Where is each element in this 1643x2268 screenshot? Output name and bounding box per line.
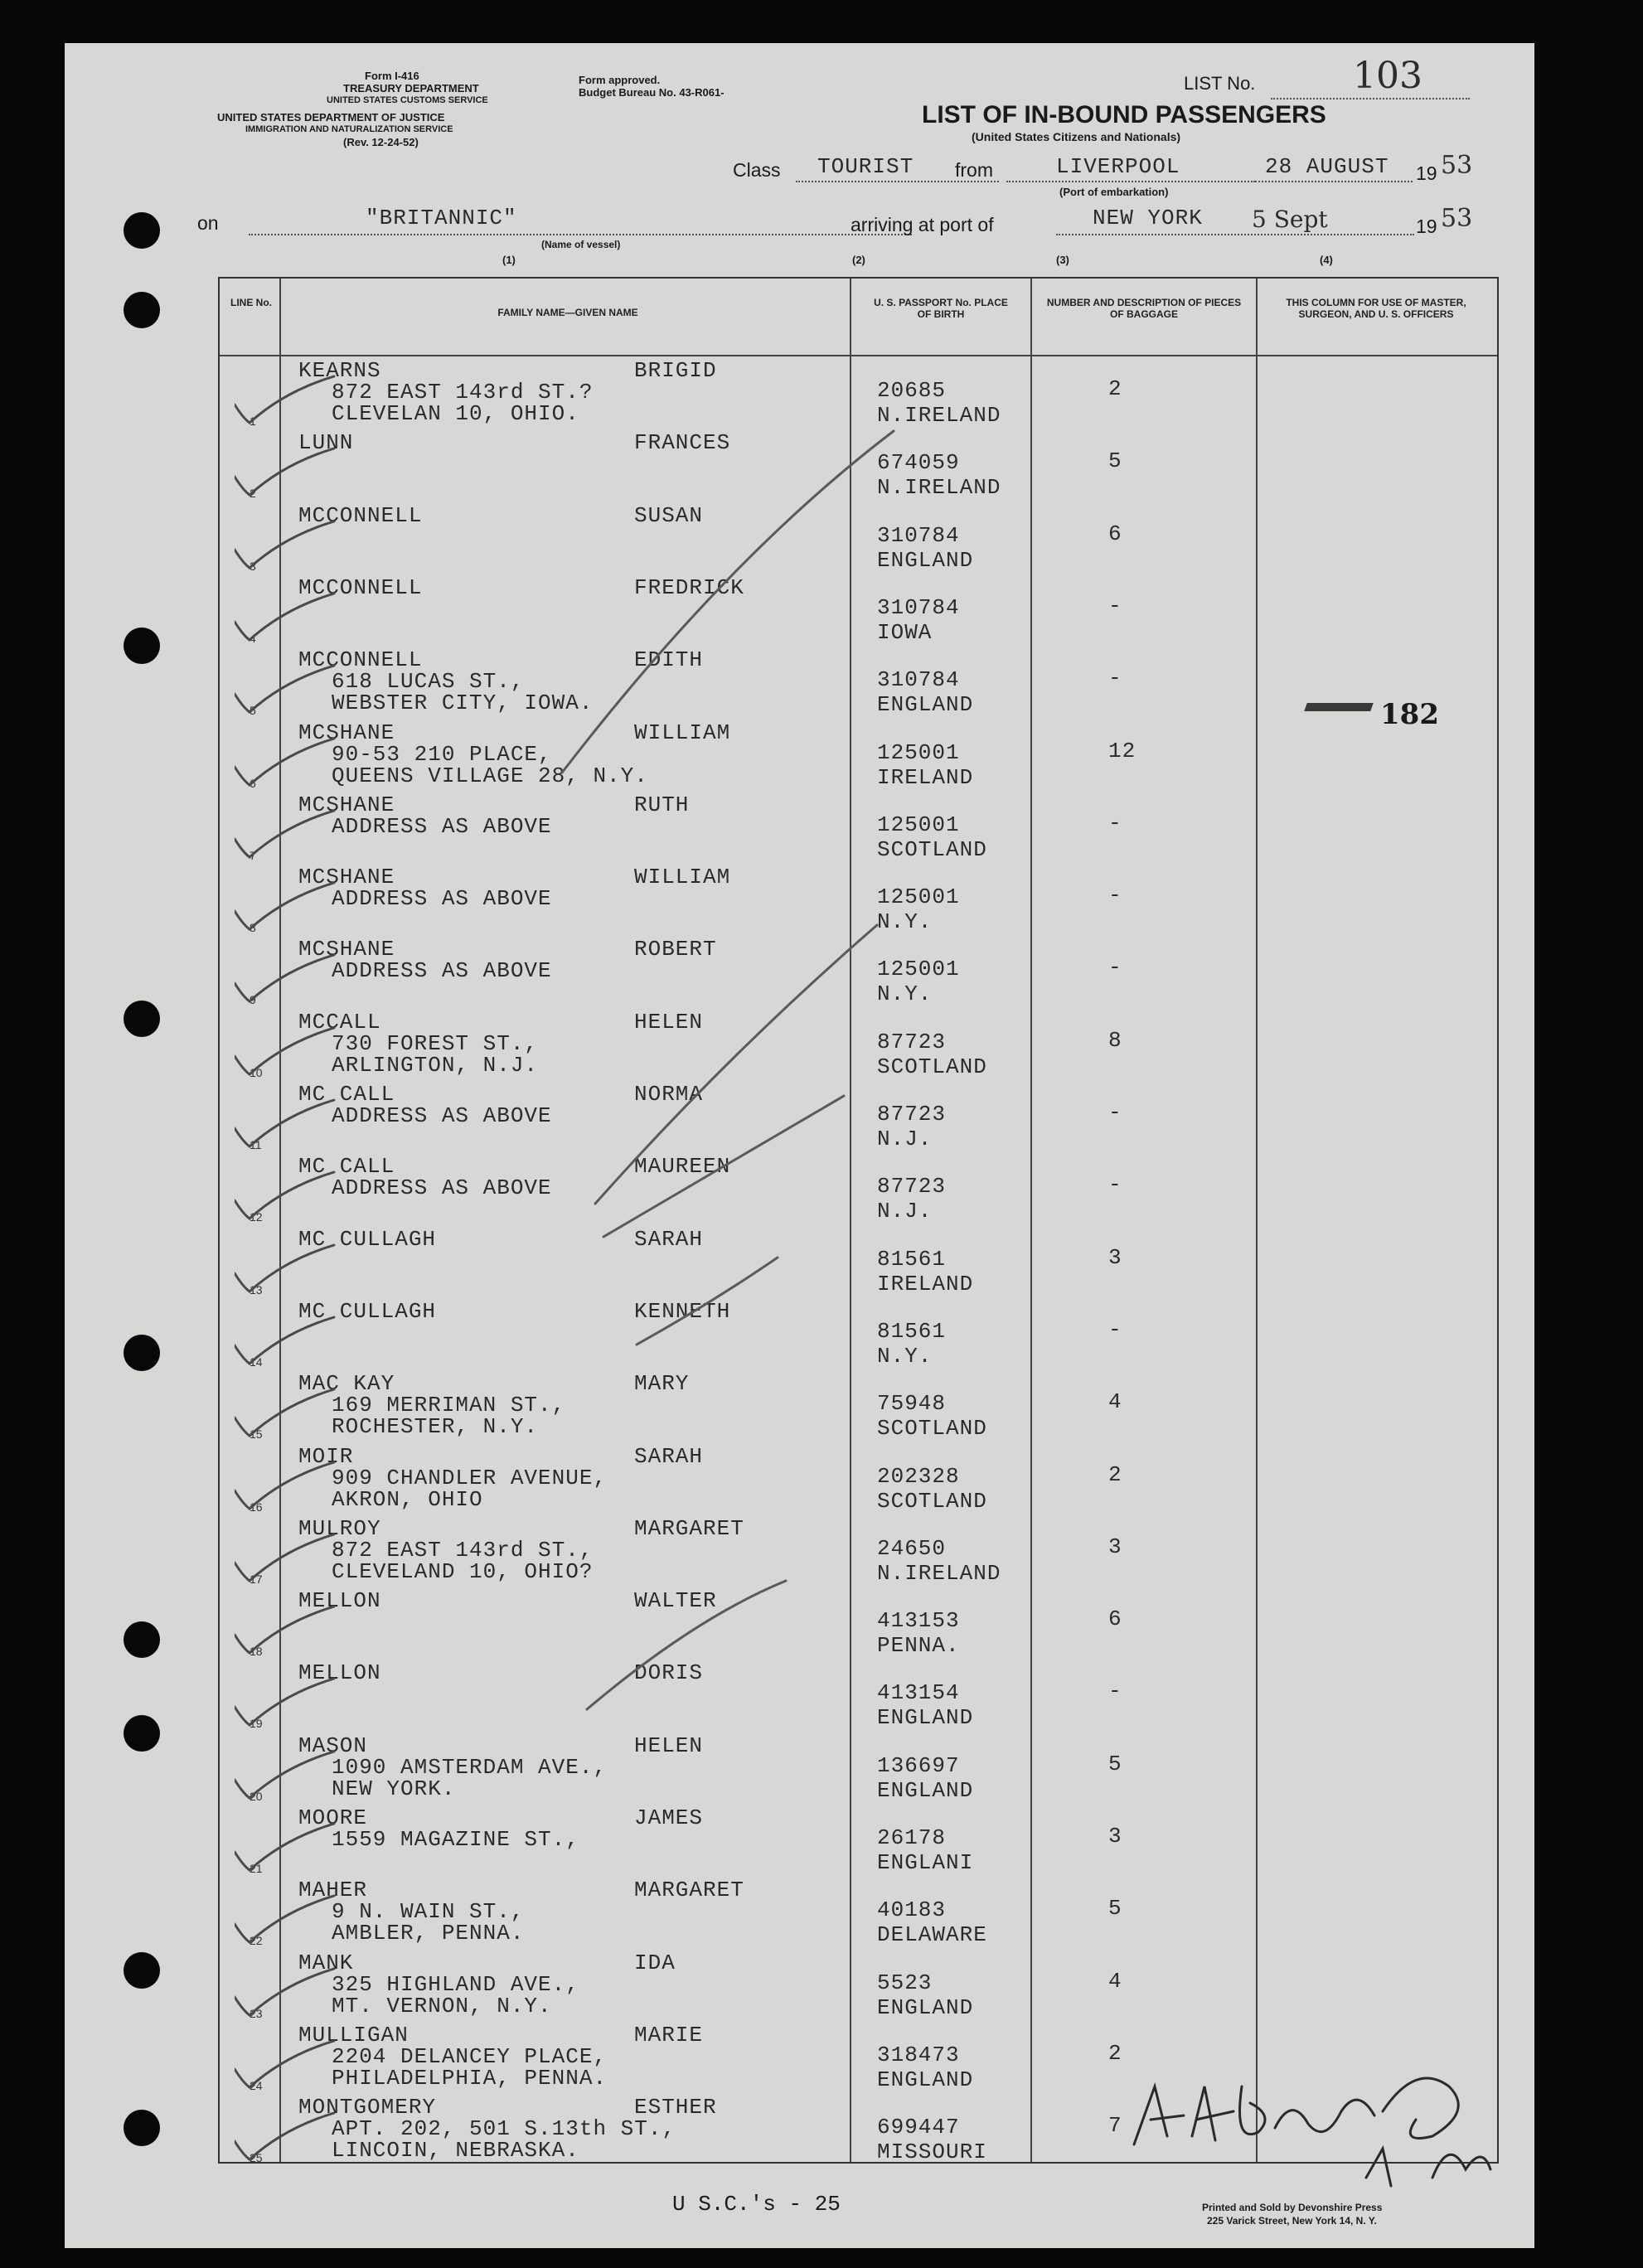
line-number: 17 xyxy=(250,1572,263,1586)
place-of-birth: ENGLAND xyxy=(877,692,974,718)
line-number: 22 xyxy=(250,1934,263,1948)
place-of-birth: ENGLANI xyxy=(877,1850,974,1875)
family-name: MCSHANE xyxy=(298,792,395,817)
address-line-1: 325 HIGHLAND AVE., xyxy=(332,1971,579,1997)
family-name: MULROY xyxy=(298,1515,381,1541)
given-name: MARIE xyxy=(634,2022,704,2048)
line-number: 12 xyxy=(250,1210,263,1224)
col-header-line: LINE No. xyxy=(230,297,272,308)
passport-number: 699447 xyxy=(877,2115,960,2140)
customs-service: UNITED STATES CUSTOMS SERVICE xyxy=(327,95,488,105)
place-of-birth: SCOTLAND xyxy=(877,1488,987,1514)
line-number: 13 xyxy=(250,1282,263,1296)
address-line-1: ADDRESS AS ABOVE xyxy=(332,1103,552,1128)
passport-number: 40183 xyxy=(877,1897,947,1923)
place-of-birth: ENGLAND xyxy=(877,1705,974,1731)
given-name: ROBERT xyxy=(634,937,717,962)
passport-number: 125001 xyxy=(877,739,960,765)
line-number: 8 xyxy=(250,921,256,935)
passport-number: 413154 xyxy=(877,1680,960,1706)
column-marker-2: (2) xyxy=(852,254,865,266)
given-name: JAMES xyxy=(634,1805,704,1830)
place-of-birth: N.Y. xyxy=(877,1343,933,1369)
baggage-count: 12 xyxy=(1108,738,1137,763)
baggage-count: 2 xyxy=(1108,376,1122,401)
line-number: 20 xyxy=(250,1789,263,1803)
place-of-birth: IOWA xyxy=(877,619,933,645)
line-number: 2 xyxy=(250,487,256,501)
family-name: MONTGOMERY xyxy=(298,2095,437,2120)
vessel-caption: (Name of vessel) xyxy=(541,239,621,250)
address-line-1: 872 EAST 143rd ST., xyxy=(332,1537,594,1563)
family-name: MOORE xyxy=(298,1805,368,1830)
line-number: 11 xyxy=(250,1138,262,1151)
baggage-count: - xyxy=(1108,1172,1122,1198)
passport-number: 413153 xyxy=(877,1608,960,1634)
address-line-2: AMBLER, PENNA. xyxy=(332,1921,525,1946)
address-line-1: 169 MERRIMAN ST., xyxy=(332,1393,566,1418)
place-of-birth: N.Y. xyxy=(877,909,933,935)
baggage-count: 2 xyxy=(1108,1461,1122,1487)
class-label: Class xyxy=(733,159,781,181)
address-line-1: ADDRESS AS ABOVE xyxy=(332,886,552,912)
col-header-name: FAMILY NAME—GIVEN NAME xyxy=(497,307,638,318)
family-name: MAC KAY xyxy=(298,1371,395,1397)
address-line-1: 1090 AMSTERDAM AVE., xyxy=(332,1754,608,1780)
address-line-1: 618 LUCAS ST., xyxy=(332,669,525,695)
family-name: MASON xyxy=(298,1732,368,1758)
list-no-label: LIST No. xyxy=(1184,73,1256,94)
passport-number: 5523 xyxy=(877,1970,933,1995)
place-of-birth: MISSOURI xyxy=(877,2140,987,2165)
baggage-count: 5 xyxy=(1108,1896,1122,1922)
passport-number: 125001 xyxy=(877,957,960,982)
line-number: 25 xyxy=(250,2151,263,2165)
line-number: 1 xyxy=(250,414,256,428)
passport-number: 75948 xyxy=(877,1391,947,1417)
officer-signature xyxy=(1117,2037,1499,2203)
line-number: 24 xyxy=(250,2078,263,2092)
year-value: 53 xyxy=(1441,151,1473,180)
line-number: 10 xyxy=(250,1065,263,1079)
address-line-1: APT. 202, 501 S.13th ST., xyxy=(332,2116,676,2142)
address-line-2: ARLINGTON, N.J. xyxy=(332,1052,539,1078)
baggage-count: 2 xyxy=(1108,2040,1122,2066)
family-name: MC CULLAGH xyxy=(298,1298,437,1324)
baggage-count: - xyxy=(1108,883,1122,909)
address-line-2: NEW YORK. xyxy=(332,1776,456,1801)
given-name: KENNETH xyxy=(634,1298,731,1324)
line-number: 14 xyxy=(250,1354,263,1369)
passport-number: 87723 xyxy=(877,1174,947,1199)
family-name: MCCONNELL xyxy=(298,502,423,528)
baggage-count: - xyxy=(1108,1316,1122,1342)
family-name: MC CALL xyxy=(298,1082,395,1107)
address-line-2: MT. VERNON, N.Y. xyxy=(332,1993,552,2018)
column-marker-3: (3) xyxy=(1056,254,1069,266)
given-name: BRIGID xyxy=(634,358,717,383)
passport-number: 674059 xyxy=(877,450,960,476)
passport-number: 125001 xyxy=(877,884,960,910)
given-name: WILLIAM xyxy=(634,865,731,890)
place-of-birth: ENGLAND xyxy=(877,547,974,573)
given-name: EDITH xyxy=(634,647,704,673)
family-name: MELLON xyxy=(298,1660,381,1686)
line-number: 9 xyxy=(250,993,256,1007)
given-name: HELEN xyxy=(634,1009,704,1035)
family-name: MANK xyxy=(298,1950,354,1975)
family-name: MCCONNELL xyxy=(298,647,423,673)
line-number: 15 xyxy=(250,1427,263,1442)
address-line-2: LINCOIN, NEBRASKA. xyxy=(332,2138,579,2164)
family-name: KEARNS xyxy=(298,358,381,383)
passport-number: 81561 xyxy=(877,1318,947,1344)
address-line-1: 1559 MAGAZINE ST., xyxy=(332,1827,579,1852)
place-of-birth: N.Y. xyxy=(877,981,933,1007)
passport-number: 24650 xyxy=(877,1535,947,1561)
year-value-2: 53 xyxy=(1441,204,1473,233)
citizen-count: U S.C.'s - 25 xyxy=(672,2192,841,2217)
manifest-page xyxy=(65,43,1534,2248)
class-value: TOURIST xyxy=(817,154,914,179)
form-number: Form I-416 xyxy=(365,70,419,82)
given-name: MAUREEN xyxy=(634,1154,731,1180)
address-line-1: 2204 DELANCEY PLACE, xyxy=(332,2043,608,2069)
baggage-count: - xyxy=(1108,810,1122,836)
place-of-birth: PENNA. xyxy=(877,1633,960,1659)
arrival-port: NEW YORK xyxy=(1093,206,1203,230)
address-line-2: PHILADELPHIA, PENNA. xyxy=(332,2065,608,2091)
address-line-2: AKRON, OHIO xyxy=(332,1486,483,1512)
address-line-2: CLEVELAND 10, OHIO? xyxy=(332,1558,594,1584)
place-of-birth: N.J. xyxy=(877,1199,933,1224)
given-name: MARGARET xyxy=(634,1515,744,1541)
passport-number: 310784 xyxy=(877,667,960,693)
given-name: DORIS xyxy=(634,1660,704,1686)
baggage-count: - xyxy=(1108,593,1122,618)
baggage-count: 5 xyxy=(1108,448,1122,474)
address-line-2: QUEENS VILLAGE 28, N.Y. xyxy=(332,763,648,788)
passport-number: 81561 xyxy=(877,1246,947,1272)
line-number: 4 xyxy=(250,631,256,645)
officer-note: 182 xyxy=(1380,698,1439,731)
given-name: MARGARET xyxy=(634,1878,744,1903)
line-number: 5 xyxy=(250,704,256,718)
line-number: 21 xyxy=(250,1862,263,1875)
address-line-2: CLEVELAN 10, OHIO. xyxy=(332,401,579,426)
place-of-birth: N.IRELAND xyxy=(877,1560,1001,1586)
col-header-officers: THIS COLUMN FOR USE OF MASTER, SURGEON, AND U. S. OFFICERS xyxy=(1286,297,1466,320)
page-subtitle: (United States Citizens and Nationals) xyxy=(972,130,1181,143)
passport-number: 20685 xyxy=(877,378,947,403)
given-name: IDA xyxy=(634,1950,676,1975)
line-number: 16 xyxy=(250,1500,263,1514)
baggage-count: - xyxy=(1108,666,1122,691)
address-line-1: ADDRESS AS ABOVE xyxy=(332,1175,552,1201)
passport-number: 87723 xyxy=(877,1102,947,1127)
address-line-1: 909 CHANDLER AVENUE, xyxy=(332,1465,608,1490)
place-of-birth: N.J. xyxy=(877,1127,933,1151)
given-name: SARAH xyxy=(634,1443,704,1469)
place-of-birth: N.IRELAND xyxy=(877,403,1001,428)
baggage-count: 6 xyxy=(1108,1606,1122,1632)
place-of-birth: DELAWARE xyxy=(877,1922,987,1948)
treasury-dept: TREASURY DEPARTMENT xyxy=(343,82,479,94)
vessel-name: "BRITANNIC" xyxy=(366,206,517,230)
immigration-service: IMMIGRATION AND NATURALIZATION SERVICE xyxy=(245,124,453,134)
baggage-count: 7 xyxy=(1108,2113,1122,2139)
passport-number: 26178 xyxy=(877,1825,947,1850)
given-name: MARY xyxy=(634,1371,690,1397)
family-name: MCSHANE xyxy=(298,937,395,962)
col-header-passport: U. S. PASSPORT No. PLACE OF BIRTH xyxy=(874,297,1008,320)
address-line-1: 90-53 210 PLACE, xyxy=(332,741,552,767)
baggage-count: 3 xyxy=(1108,1244,1122,1270)
family-name: MOIR xyxy=(298,1443,354,1469)
address-line-1: ADDRESS AS ABOVE xyxy=(332,958,552,984)
on-label: on xyxy=(197,212,219,234)
baggage-count: 4 xyxy=(1108,1389,1122,1415)
from-label: from xyxy=(955,159,993,181)
family-name: MCSHANE xyxy=(298,720,395,745)
given-name: SARAH xyxy=(634,1226,704,1252)
address-line-2: ROCHESTER, N.Y. xyxy=(332,1414,539,1440)
baggage-count: 4 xyxy=(1108,1968,1122,1994)
form-revision: (Rev. 12-24-52) xyxy=(343,136,419,148)
passport-number: 125001 xyxy=(877,812,960,837)
family-name: MELLON xyxy=(298,1588,381,1614)
given-name: SUSAN xyxy=(634,502,704,528)
year-prefix: 19 xyxy=(1416,162,1437,184)
justice-dept: UNITED STATES DEPARTMENT OF JUSTICE xyxy=(217,111,445,124)
arrival-date: 5 Sept xyxy=(1252,206,1328,233)
baggage-count: - xyxy=(1108,1100,1122,1125)
family-name: MC CALL xyxy=(298,1154,395,1180)
list-number: 103 xyxy=(1353,55,1422,97)
baggage-count: - xyxy=(1108,955,1122,981)
place-of-birth: SCOTLAND xyxy=(877,1054,987,1079)
page-title: LIST OF IN-BOUND PASSENGERS xyxy=(922,101,1326,128)
address-line-1: 730 FOREST ST., xyxy=(332,1030,539,1056)
given-name: ESTHER xyxy=(634,2095,717,2120)
given-name: NORMA xyxy=(634,1082,704,1107)
arriving-label: arriving at port of xyxy=(851,214,994,235)
place-of-birth: N.IRELAND xyxy=(877,475,1001,501)
from-value: LIVERPOOL xyxy=(1056,154,1180,179)
given-name: RUTH xyxy=(634,792,690,817)
printer-line-2: 225 Varick Street, New York 14, N. Y. xyxy=(1207,2215,1377,2227)
family-name: MCCONNELL xyxy=(298,574,423,600)
baggage-count: 6 xyxy=(1108,521,1122,546)
column-marker-1: (1) xyxy=(502,254,516,266)
place-of-birth: ENGLAND xyxy=(877,2067,974,2092)
family-name: LUNN xyxy=(298,430,354,456)
baggage-count: 5 xyxy=(1108,1751,1122,1776)
line-number: 6 xyxy=(250,776,256,790)
address-line-1: ADDRESS AS ABOVE xyxy=(332,813,552,839)
col-header-baggage: NUMBER AND DESCRIPTION OF PIECES OF BAGGAGE xyxy=(1046,297,1242,320)
given-name: FREDRICK xyxy=(634,574,744,600)
family-name: MAHER xyxy=(298,1878,368,1903)
passport-number: 136697 xyxy=(877,1752,960,1778)
passport-number: 310784 xyxy=(877,522,960,548)
departure-date: 28 AUGUST xyxy=(1265,154,1389,179)
passport-number: 87723 xyxy=(877,1029,947,1054)
passport-number: 202328 xyxy=(877,1463,960,1489)
passport-number: 318473 xyxy=(877,2042,960,2067)
family-name: MC CULLAGH xyxy=(298,1226,437,1252)
form-approved: Form approved. xyxy=(579,74,661,86)
line-number: 18 xyxy=(250,1645,263,1659)
baggage-count: 8 xyxy=(1108,1027,1122,1053)
baggage-count: 3 xyxy=(1108,1824,1122,1849)
address-line-2: WEBSTER CITY, IOWA. xyxy=(332,691,594,716)
place-of-birth: ENGLAND xyxy=(877,1777,974,1803)
address-line-1: 9 N. WAIN ST., xyxy=(332,1899,525,1925)
year-prefix-2: 19 xyxy=(1416,216,1437,237)
given-name: FRANCES xyxy=(634,430,731,456)
address-line-1: 872 EAST 143rd ST.? xyxy=(332,380,594,405)
given-name: WILLIAM xyxy=(634,720,731,745)
port-embarkation-caption: (Port of embarkation) xyxy=(1059,186,1169,198)
pencil-slashes xyxy=(65,43,1534,2248)
column-marker-4: (4) xyxy=(1320,254,1333,266)
place-of-birth: IRELAND xyxy=(877,764,974,790)
baggage-count: - xyxy=(1108,1679,1122,1704)
place-of-birth: IRELAND xyxy=(877,1271,974,1296)
given-name: WALTER xyxy=(634,1588,717,1614)
place-of-birth: SCOTLAND xyxy=(877,836,987,862)
given-name: HELEN xyxy=(634,1732,704,1758)
place-of-birth: ENGLAND xyxy=(877,1994,974,2020)
family-name: MCCALL xyxy=(298,1009,381,1035)
line-number: 3 xyxy=(250,559,256,573)
line-number: 7 xyxy=(250,848,256,862)
budget-bureau: Budget Bureau No. 43-R061- xyxy=(579,86,725,99)
family-name: MULLIGAN xyxy=(298,2022,409,2048)
printer-line-1: Printed and Sold by Devonshire Press xyxy=(1202,2202,1383,2213)
line-number: 23 xyxy=(250,2006,263,2020)
line-number: 19 xyxy=(250,1717,263,1731)
place-of-birth: SCOTLAND xyxy=(877,1416,987,1442)
baggage-count: 3 xyxy=(1108,1534,1122,1559)
passport-number: 310784 xyxy=(877,594,960,620)
family-name: MCSHANE xyxy=(298,865,395,890)
